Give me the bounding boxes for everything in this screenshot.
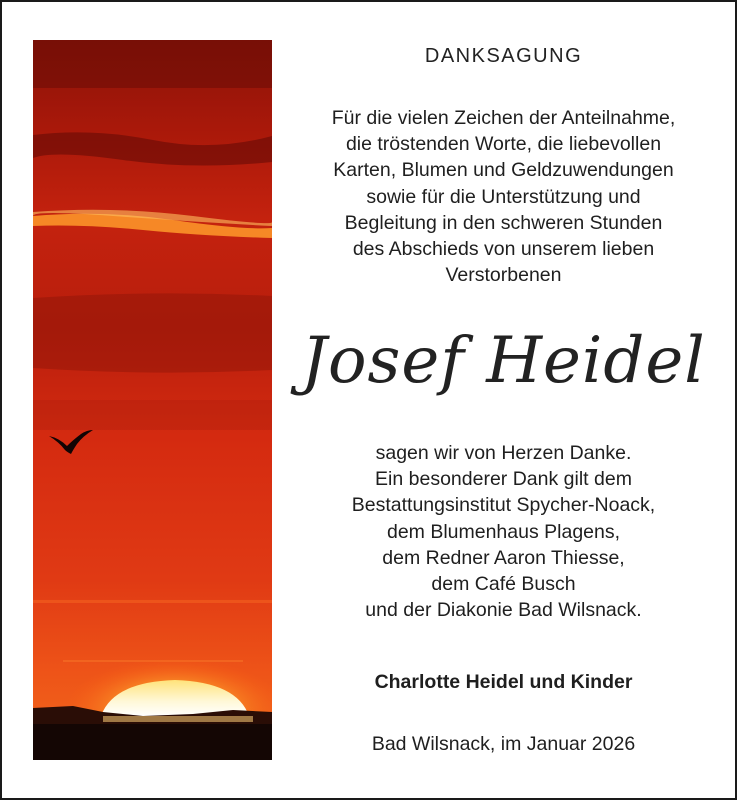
thanks-line: Bestattungsinstitut Spycher-Noack, (351, 494, 656, 517)
intro-line: Begleitung in den schweren Stunden (344, 211, 663, 234)
intro-line: Verstorbenen (445, 264, 562, 287)
place-date: Bad Wilsnack, im Januar 2026 (371, 733, 636, 755)
sunset-photo (33, 40, 272, 760)
intro-text (272, 105, 735, 288)
thanks-line: sagen wir von Herzen Danke. (375, 442, 632, 464)
thanks-line: dem Redner Aaron Thiesse, (382, 546, 625, 569)
text-column (272, 2, 735, 798)
heading: DANKSAGUNG (424, 45, 583, 67)
thanks-line: dem Blumenhaus Plagens, (386, 520, 621, 543)
thanks-line: Ein besonderer Dank gilt dem (375, 468, 632, 491)
deceased-name: Josef Heidel (301, 324, 706, 398)
signature: Charlotte Heidel und Kinder (374, 671, 633, 693)
intro-line: Karten, Blumen und Geldzuwendungen (333, 159, 674, 182)
thanks-text (272, 440, 735, 623)
thanks-line: dem Café Busch (431, 573, 576, 596)
thanks-line: und der Diakonie Bad Wilsnack. (365, 599, 642, 622)
intro-line: des Abschieds von unserem lieben (352, 238, 655, 261)
intro-line: sowie für die Unterstützung und (366, 185, 641, 208)
intro-line: Für die vielen Zeichen der Anteilnahme, (331, 107, 676, 129)
intro-line: die tröstenden Worte, die liebevollen (345, 133, 662, 156)
